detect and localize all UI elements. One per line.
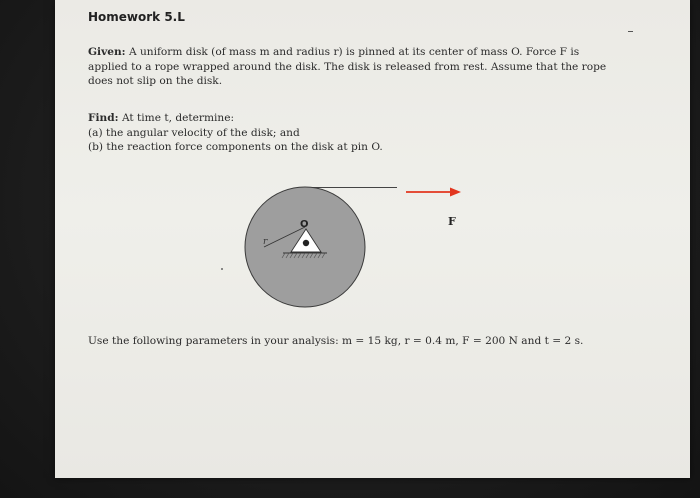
disk-diagram bbox=[55, 0, 690, 478]
force-arrow-icon bbox=[450, 188, 461, 197]
find-item-b: (b) the reaction force components on the disk at pin O. bbox=[88, 141, 383, 153]
pin-o-icon bbox=[303, 240, 309, 246]
given-label: Given: bbox=[88, 46, 126, 58]
page-title: Homework 5.L bbox=[88, 10, 185, 24]
given-text-1: A uniform disk (of mass m and radius r) is pinned at its center of mass O. Force F is bbox=[125, 46, 580, 58]
given-line-2: applied to a rope wrapped around the disk. The disk is released from rest. Assume that the rope bbox=[88, 60, 607, 73]
force-label: F bbox=[448, 215, 456, 228]
radius-label: r bbox=[263, 237, 268, 247]
stray-dot bbox=[221, 268, 223, 270]
find-label: Find: bbox=[88, 112, 119, 124]
given-line-3: does not slip on the disk. bbox=[88, 75, 223, 87]
parameters-text: Use the following parameters in your analysis: m = 15 kg, r = 0.4 m, F = 200 N and t = 2 s. bbox=[88, 335, 584, 347]
pin-label: O bbox=[300, 219, 309, 230]
find-item-a: (a) the angular velocity of the disk; and bbox=[88, 126, 300, 139]
find-intro-text: At time t, determine: bbox=[118, 112, 235, 124]
homework-page bbox=[55, 0, 690, 478]
parameters-section bbox=[88, 334, 668, 349]
